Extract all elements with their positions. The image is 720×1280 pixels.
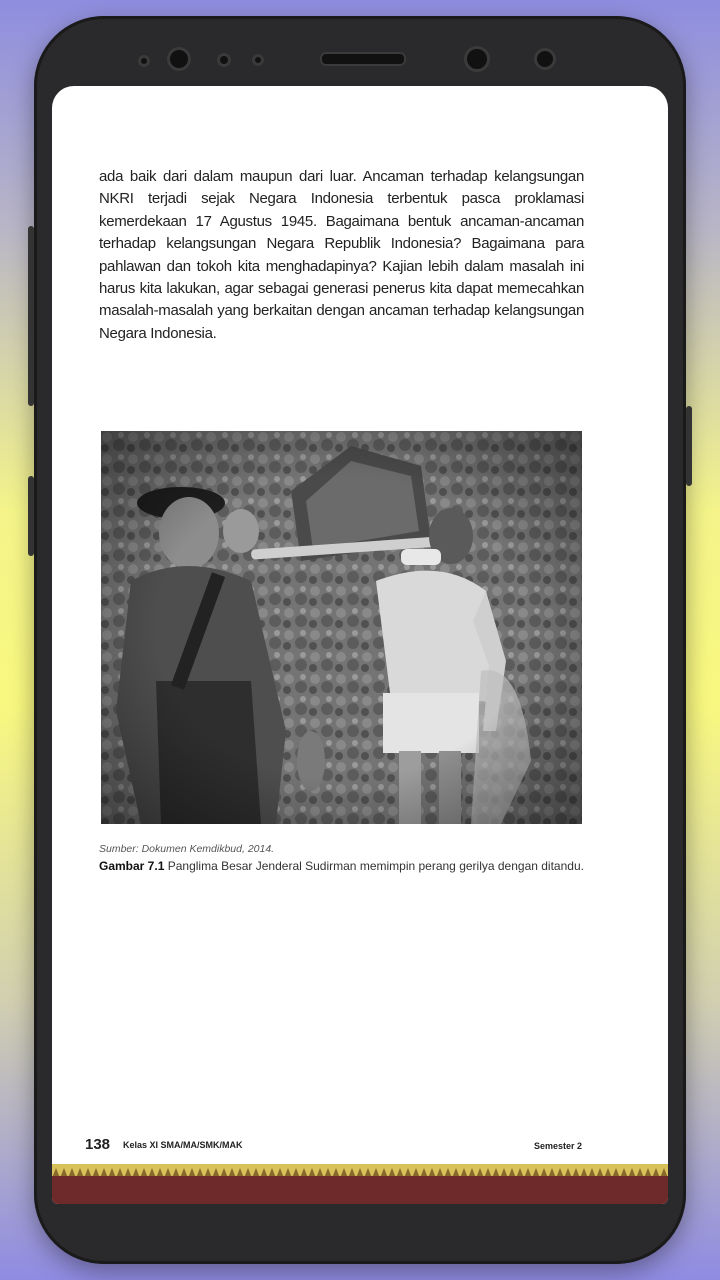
footer-band xyxy=(52,1176,668,1204)
volume-up-button[interactable] xyxy=(28,226,34,406)
historical-photo xyxy=(101,431,582,824)
earpiece-speaker xyxy=(320,52,406,66)
iris-camera-icon xyxy=(464,46,490,72)
guerrilla-photo-image xyxy=(101,431,582,824)
class-label: Kelas XI SMA/MA/SMK/MAK xyxy=(123,1140,243,1150)
figure-label: Gambar 7.1 xyxy=(99,859,165,873)
front-camera-icon xyxy=(167,47,191,71)
volume-down-button[interactable] xyxy=(28,476,34,556)
power-button[interactable] xyxy=(686,406,692,486)
iris-sensor-icon xyxy=(534,48,556,70)
semester-label: Semester 2 xyxy=(533,1141,582,1151)
book-page-screen[interactable] xyxy=(52,86,668,1204)
page-number: 138 xyxy=(85,1136,111,1153)
phone-frame xyxy=(34,16,686,1264)
figure-caption-text: Panglima Besar Jenderal Sudirman memimpin perang gerilya dengan ditandu. xyxy=(167,859,584,873)
light-sensor-icon xyxy=(217,53,231,67)
proximity-sensor-icon xyxy=(138,55,150,67)
body-paragraph: ada baik dari dalam maupun dari luar. Ancaman terhadap kelangsungan NKRI terjadi sejak Negara Indonesia terbentuk pasca proklamasi kemerdekaan 17 Agustus 1945. Bagaimana bentuk ancaman-ancaman terhadap kelangsungan Negara Republik Indonesia? Bagaimana para pahlawan dan tokoh kita menghadapinya? Kajian lebih dalam masalah ini harus kita lakukan, agar sebagai generasi penerus kita dapat memecahkan masalah-masalah yang berkaitan dengan ancaman terhadap kelangsungan Negara Indonesia. xyxy=(99,168,584,342)
figure-caption xyxy=(99,859,584,873)
sensor-dot-icon xyxy=(252,54,264,66)
figure-source: Sumber: Dokumen Kemdikbud, 2014. xyxy=(99,843,275,855)
